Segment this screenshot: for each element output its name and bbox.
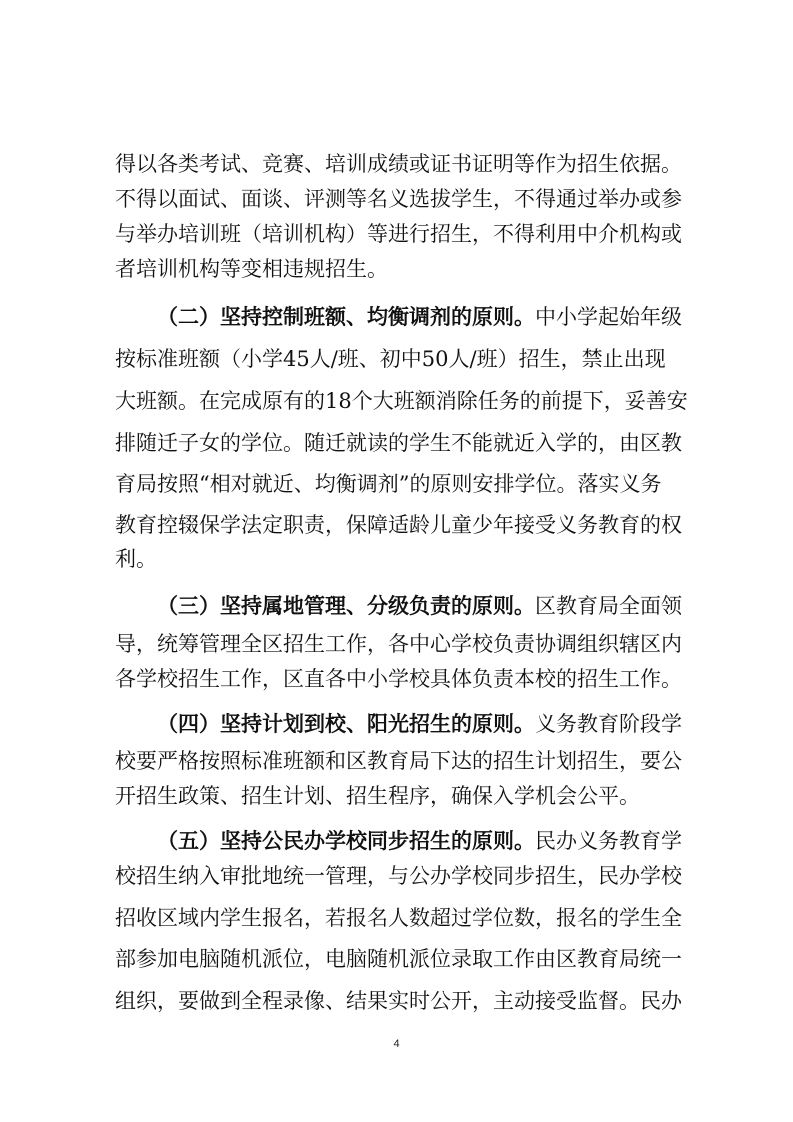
text-line xyxy=(115,507,695,543)
line-text: 区教育局全面领 xyxy=(535,594,682,618)
text-line xyxy=(115,661,695,697)
line-text: 大班额。在完成原有的18个大班额消除任务的前提下，妥善安 xyxy=(115,389,688,413)
line-text: 不得以面试、面谈、评测等名义选拔学生，不得通过举办或参 xyxy=(115,187,682,211)
text-line xyxy=(115,466,695,502)
text-line xyxy=(115,743,695,779)
text-line xyxy=(115,341,695,377)
line-text: 与举办培训班（培训机构）等进行招生，不得利用中介机构或 xyxy=(115,222,682,246)
section-heading-line xyxy=(157,588,695,624)
line-text: 组织，要做到全程录像、结果实时公开，主动接受监督。民办 xyxy=(115,989,682,1013)
line-text: 按标准班额（小学45人/班、初中50人/班）招生，禁止出现 xyxy=(115,347,666,371)
text-line xyxy=(115,778,695,814)
text-line xyxy=(115,900,695,936)
section-heading-line xyxy=(157,823,695,859)
page-number: 4 xyxy=(393,1038,400,1050)
text-line xyxy=(115,251,695,287)
text-line xyxy=(115,216,695,252)
line-text: 开招生政策、招生计划、招生程序，确保入学机会公平。 xyxy=(115,784,640,808)
line-text: 中小学起始年级 xyxy=(535,305,682,329)
line-text: 民办义务教育学 xyxy=(535,829,682,853)
text-line xyxy=(115,941,695,977)
text-line xyxy=(115,541,695,577)
section-heading-line xyxy=(157,299,695,335)
line-text: 导，统筹管理全区招生工作，各中心学校负责协调组织辖区内 xyxy=(115,632,682,656)
line-text: 教育控辍保学法定职责，保障适龄儿童少年接受义务教育的权 xyxy=(115,513,682,537)
text-line xyxy=(115,858,695,894)
text-line xyxy=(115,626,695,662)
text-line xyxy=(115,983,695,1019)
line-text: 部参加电脑随机派位，电脑随机派位录取工作由区教育局统一 xyxy=(115,947,682,971)
line-text: 利。 xyxy=(115,547,157,571)
section-heading: （二）坚持控制班额、均衡调剂的原则。 xyxy=(157,304,535,329)
text-line xyxy=(115,146,695,182)
line-text: 义务教育阶段学 xyxy=(535,712,682,736)
text-line xyxy=(115,425,695,461)
line-text: 校要严格按照标准班额和区教育局下达的招生计划招生，要公 xyxy=(115,749,682,773)
section-heading: （三）坚持属地管理、分级负责的原则。 xyxy=(157,593,535,618)
line-text: 得以各类考试、竞赛、培训成绩或证书证明等作为招生依据。 xyxy=(115,152,682,176)
section-heading-line xyxy=(157,706,695,742)
section-heading: （四）坚持计划到校、阳光招生的原则。 xyxy=(157,711,535,736)
line-text: 招收区域内学生报名，若报名人数超过学位数，报名的学生全 xyxy=(115,906,682,930)
line-text: 排随迁子女的学位。随迁就读的学生不能就近入学的，由区教 xyxy=(115,431,682,455)
section-heading: （五）坚持公民办学校同步招生的原则。 xyxy=(157,828,535,853)
line-text: 校招生纳入审批地统一管理，与公办学校同步招生，民办学校 xyxy=(115,864,682,888)
text-line xyxy=(115,181,695,217)
line-text: 育局按照“相对就近、均衡调剂”的原则安排学位。落实义务 xyxy=(115,472,662,496)
line-text: 者培训机构等变相违规招生。 xyxy=(115,257,388,281)
line-text: 各学校招生工作，区直各中小学校具体负责本校的招生工作。 xyxy=(115,667,682,691)
text-line xyxy=(115,383,695,419)
